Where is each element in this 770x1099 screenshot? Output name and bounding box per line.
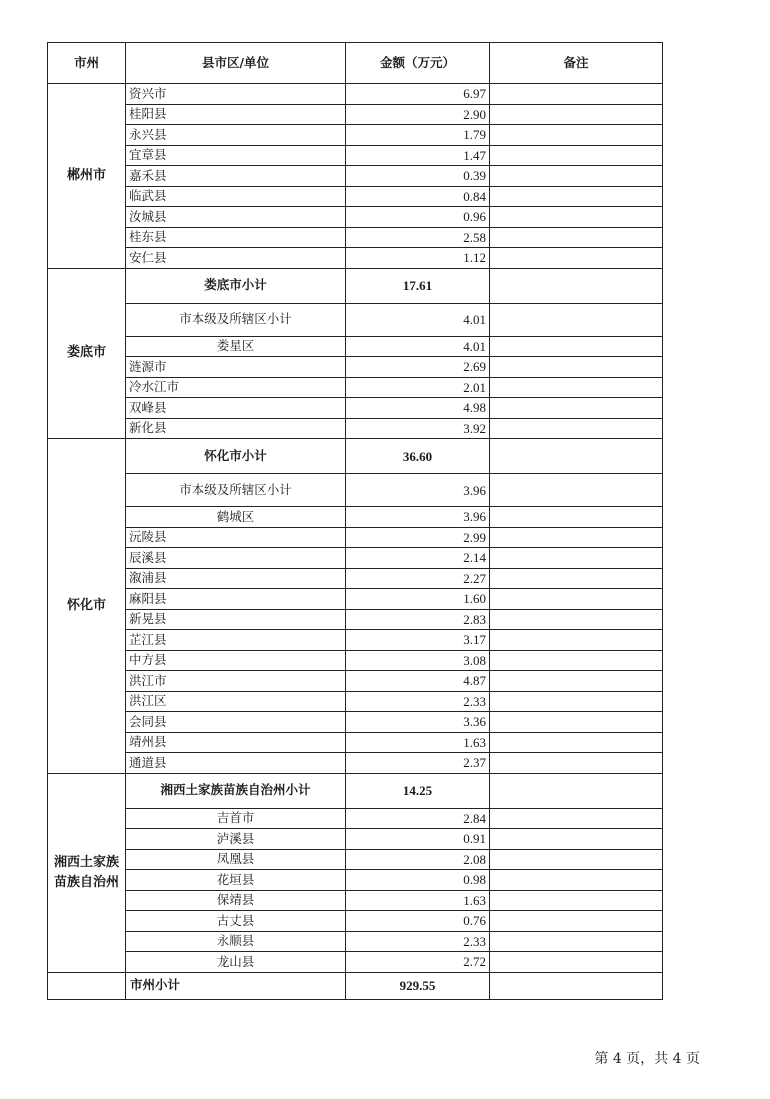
remarks-cell — [490, 474, 663, 507]
county-name: 资兴市 — [126, 84, 346, 105]
amount-cell: 0.98 — [346, 870, 490, 891]
subtotal-name: 娄底市小计 — [126, 268, 346, 303]
county-name: 桂东县 — [126, 227, 346, 248]
table-row — [48, 870, 663, 891]
table-row — [48, 227, 663, 248]
amount-cell: 2.58 — [346, 227, 490, 248]
amount-cell: 2.27 — [346, 568, 490, 589]
table-row — [48, 207, 663, 228]
county-name: 涟源市 — [126, 357, 346, 378]
remarks-cell — [490, 609, 663, 630]
amount-cell: 1.47 — [346, 145, 490, 166]
table-row — [48, 527, 663, 548]
amount-cell: 0.39 — [346, 166, 490, 187]
county-name: 宜章县 — [126, 145, 346, 166]
table-row — [48, 548, 663, 569]
remarks-cell — [490, 972, 663, 999]
city-level-name: 市本级及所辖区小计 — [126, 303, 346, 336]
table-row — [48, 589, 663, 610]
county-name: 靖州县 — [126, 732, 346, 753]
table-row — [48, 952, 663, 973]
subtotal-amount: 36.60 — [346, 439, 490, 474]
amount-cell: 3.96 — [346, 507, 490, 528]
county-name: 辰溪县 — [126, 548, 346, 569]
amount-cell: 1.63 — [346, 732, 490, 753]
subtotal-name: 怀化市小计 — [126, 439, 346, 474]
remarks-cell — [490, 268, 663, 303]
remarks-cell — [490, 849, 663, 870]
remarks-cell — [490, 589, 663, 610]
remarks-cell — [490, 248, 663, 269]
county-name: 花垣县 — [126, 870, 346, 891]
table-row — [48, 377, 663, 398]
table-row — [48, 849, 663, 870]
subtotal-amount: 17.61 — [346, 268, 490, 303]
county-name: 保靖县 — [126, 890, 346, 911]
county-name: 通道县 — [126, 753, 346, 774]
remarks-cell — [490, 336, 663, 357]
total-city-cell — [48, 972, 126, 999]
allocation-table-sheet — [47, 42, 662, 1000]
county-name: 凤凰县 — [126, 849, 346, 870]
county-name: 古丈县 — [126, 911, 346, 932]
table-row — [48, 166, 663, 187]
remarks-cell — [490, 104, 663, 125]
amount-cell: 4.98 — [346, 398, 490, 419]
remarks-cell — [490, 952, 663, 973]
total-row — [48, 972, 663, 999]
table-row — [48, 753, 663, 774]
allocation-table — [47, 42, 663, 1000]
remarks-cell — [490, 398, 663, 419]
table-row — [48, 418, 663, 439]
county-name: 嘉禾县 — [126, 166, 346, 187]
county-name: 永兴县 — [126, 125, 346, 146]
table-row — [48, 398, 663, 419]
amount-cell: 4.87 — [346, 671, 490, 692]
county-name: 沅陵县 — [126, 527, 346, 548]
remarks-cell — [490, 712, 663, 733]
table-row — [48, 474, 663, 507]
table-row — [48, 303, 663, 336]
table-row — [48, 336, 663, 357]
county-name: 临武县 — [126, 186, 346, 207]
amount-cell: 2.90 — [346, 104, 490, 125]
table-row — [48, 104, 663, 125]
table-row — [48, 712, 663, 733]
table-header-row — [48, 43, 663, 84]
amount-cell: 1.60 — [346, 589, 490, 610]
remarks-cell — [490, 357, 663, 378]
header-county: 县市区/单位 — [126, 43, 346, 84]
remarks-cell — [490, 808, 663, 829]
subtotal-row — [48, 773, 663, 808]
amount-cell: 6.97 — [346, 84, 490, 105]
county-name: 洪江区 — [126, 691, 346, 712]
amount-cell: 2.08 — [346, 849, 490, 870]
county-name: 永顺县 — [126, 931, 346, 952]
amount-cell: 2.72 — [346, 952, 490, 973]
remarks-cell — [490, 227, 663, 248]
city-cell-huaihua: 怀化市 — [48, 439, 126, 774]
amount-cell: 2.33 — [346, 691, 490, 712]
table-row — [48, 568, 663, 589]
amount-cell: 0.96 — [346, 207, 490, 228]
city-cell-chenzhou: 郴州市 — [48, 84, 126, 269]
remarks-cell — [490, 303, 663, 336]
remarks-cell — [490, 650, 663, 671]
remarks-cell — [490, 439, 663, 474]
table-row — [48, 911, 663, 932]
county-name: 洪江市 — [126, 671, 346, 692]
amount-cell: 4.01 — [346, 303, 490, 336]
table-row — [48, 357, 663, 378]
county-name: 双峰县 — [126, 398, 346, 419]
remarks-cell — [490, 630, 663, 651]
header-city: 市州 — [48, 43, 126, 84]
amount-cell: 3.92 — [346, 418, 490, 439]
amount-cell: 2.37 — [346, 753, 490, 774]
amount-cell: 0.91 — [346, 829, 490, 850]
table-row — [48, 808, 663, 829]
table-row — [48, 248, 663, 269]
county-name: 芷江县 — [126, 630, 346, 651]
remarks-cell — [490, 773, 663, 808]
table-row — [48, 691, 663, 712]
county-name: 吉首市 — [126, 808, 346, 829]
amount-cell: 2.83 — [346, 609, 490, 630]
remarks-cell — [490, 691, 663, 712]
remarks-cell — [490, 732, 663, 753]
remarks-cell — [490, 527, 663, 548]
amount-cell: 1.12 — [346, 248, 490, 269]
total-amount: 929.55 — [346, 972, 490, 999]
table-row — [48, 145, 663, 166]
header-amount: 金额（万元） — [346, 43, 490, 84]
table-row — [48, 931, 663, 952]
county-name: 会同县 — [126, 712, 346, 733]
amount-cell: 2.33 — [346, 931, 490, 952]
amount-cell: 2.84 — [346, 808, 490, 829]
city-cell-xiangxi: 湘西土家族苗族自治州 — [48, 773, 126, 972]
county-name: 新化县 — [126, 418, 346, 439]
county-name: 冷水江市 — [126, 377, 346, 398]
remarks-cell — [490, 377, 663, 398]
amount-cell: 2.01 — [346, 377, 490, 398]
remarks-cell — [490, 125, 663, 146]
amount-cell: 2.69 — [346, 357, 490, 378]
amount-cell: 2.14 — [346, 548, 490, 569]
table-row — [48, 186, 663, 207]
remarks-cell — [490, 507, 663, 528]
amount-cell: 3.17 — [346, 630, 490, 651]
remarks-cell — [490, 911, 663, 932]
district-name: 鹤城区 — [126, 507, 346, 528]
county-name: 新晃县 — [126, 609, 346, 630]
table-row — [48, 890, 663, 911]
table-row — [48, 125, 663, 146]
amount-cell: 1.79 — [346, 125, 490, 146]
remarks-cell — [490, 753, 663, 774]
table-row — [48, 829, 663, 850]
table-row — [48, 732, 663, 753]
amount-cell: 3.36 — [346, 712, 490, 733]
county-name: 汝城县 — [126, 207, 346, 228]
subtotal-row — [48, 268, 663, 303]
amount-cell: 0.76 — [346, 911, 490, 932]
table-row — [48, 650, 663, 671]
amount-cell: 3.08 — [346, 650, 490, 671]
city-level-name: 市本级及所辖区小计 — [126, 474, 346, 507]
county-name: 麻阳县 — [126, 589, 346, 610]
remarks-cell — [490, 418, 663, 439]
remarks-cell — [490, 671, 663, 692]
remarks-cell — [490, 548, 663, 569]
remarks-cell — [490, 145, 663, 166]
district-name: 娄星区 — [126, 336, 346, 357]
table-row — [48, 630, 663, 651]
amount-cell: 2.99 — [346, 527, 490, 548]
amount-cell: 4.01 — [346, 336, 490, 357]
page-number: 第 4 页，共 4 页 — [594, 1051, 700, 1067]
remarks-cell — [490, 207, 663, 228]
county-name: 龙山县 — [126, 952, 346, 973]
county-name: 泸溪县 — [126, 829, 346, 850]
city-cell-loudi: 娄底市 — [48, 268, 126, 439]
table-row — [48, 671, 663, 692]
subtotal-amount: 14.25 — [346, 773, 490, 808]
county-name: 溆浦县 — [126, 568, 346, 589]
amount-cell: 0.84 — [346, 186, 490, 207]
subtotal-name: 湘西土家族苗族自治州小计 — [126, 773, 346, 808]
amount-cell: 1.63 — [346, 890, 490, 911]
total-name: 市州小计 — [126, 972, 346, 999]
county-name: 桂阳县 — [126, 104, 346, 125]
subtotal-row — [48, 439, 663, 474]
table-row — [48, 84, 663, 105]
header-remarks: 备注 — [490, 43, 663, 84]
table-row — [48, 507, 663, 528]
remarks-cell — [490, 84, 663, 105]
table-row — [48, 609, 663, 630]
remarks-cell — [490, 166, 663, 187]
remarks-cell — [490, 829, 663, 850]
remarks-cell — [490, 870, 663, 891]
county-name: 中方县 — [126, 650, 346, 671]
remarks-cell — [490, 890, 663, 911]
remarks-cell — [490, 186, 663, 207]
remarks-cell — [490, 931, 663, 952]
remarks-cell — [490, 568, 663, 589]
county-name: 安仁县 — [126, 248, 346, 269]
amount-cell: 3.96 — [346, 474, 490, 507]
